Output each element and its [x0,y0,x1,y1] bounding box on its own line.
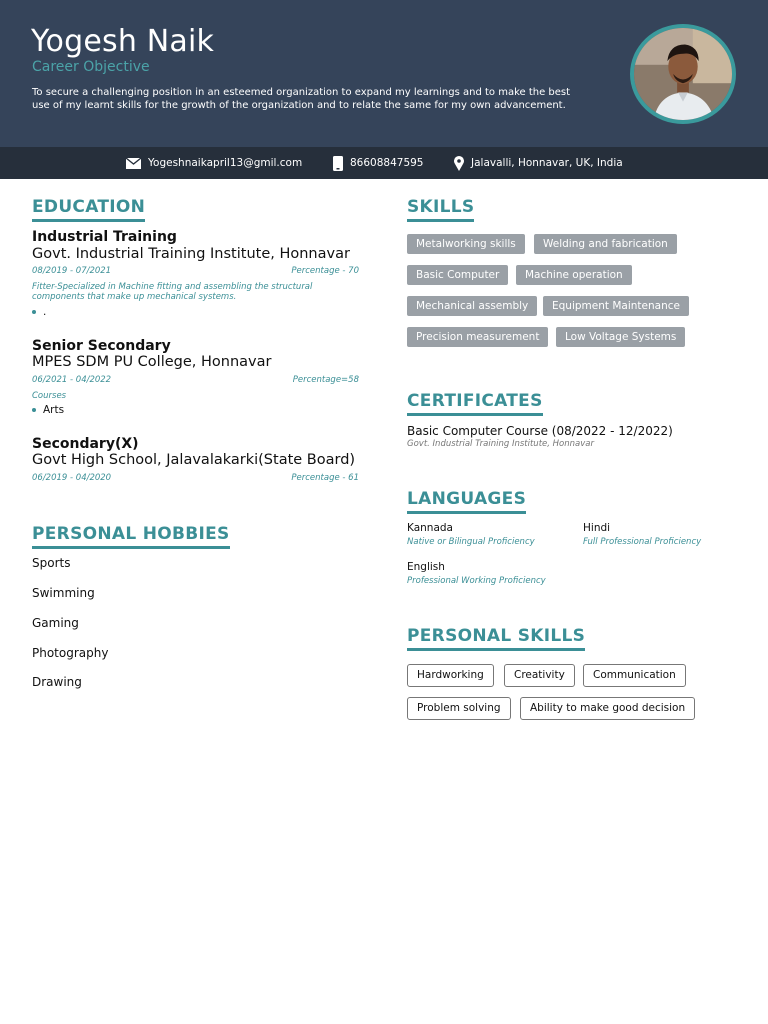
personal-skill-tag: Problem solving [407,697,511,720]
candidate-name: Yogesh Naik [31,24,215,59]
profile-photo [630,24,736,124]
education-dates: 06/2019 - 04/2020 [32,473,112,483]
hobby-item: Gaming [32,616,79,630]
education-title: Secondary(X) [32,436,139,452]
education-score: Percentage - 61 [291,473,359,483]
phone-contact[interactable] [333,147,424,179]
hobby-item: Photography [32,646,109,660]
contact-bar [0,147,768,179]
hobbies-heading: PERSONAL HOBBIES [32,524,230,549]
education-school: Govt High School, Jalavalakarki(State Board) [32,452,356,468]
location-text: Jalavalli, Honnavar, UK, India [471,157,623,169]
career-objective-title: Career Objective [32,59,150,75]
skill-tag: Machine operation [516,265,632,285]
education-score: Percentage=58 [292,375,359,385]
skill-tag: Low Voltage Systems [556,327,685,347]
bullet-dot [32,310,36,314]
language-level: Professional Working Proficiency [407,576,546,586]
email-contact[interactable] [126,147,302,179]
skill-tag: Welding and fabrication [534,234,677,254]
education-school: Govt. Industrial Training Institute, Honnavar [32,246,350,262]
skill-tag: Equipment Maintenance [543,296,689,316]
skill-tag: Basic Computer [407,265,508,285]
language-name: Hindi [583,522,611,534]
languages-heading: LANGUAGES [407,489,526,514]
skill-tag: Mechanical assembly [407,296,537,316]
personal-skill-tag: Creativity [504,664,575,687]
education-school: MPES SDM PU College, Honnavar [32,354,272,370]
skill-tag: Metalworking skills [407,234,525,254]
certificates-heading: CERTIFICATES [407,391,543,416]
language-level: Native or Bilingual Proficiency [407,537,535,547]
certificate-title: Basic Computer Course (08/2022 - 12/2022) [407,424,673,438]
hobby-item: Drawing [32,675,82,689]
resume-header [0,0,768,147]
education-title: Senior Secondary [32,338,171,354]
hobby-item: Sports [32,556,71,570]
personal-skill-tag: Ability to make good decision [520,697,695,720]
location-contact [454,147,623,179]
education-bullet [32,306,46,318]
education-description: Fitter-Specialized in Machine fitting and assembling the structural components that make up mechanical systems. [32,282,313,302]
personal-skill-tag: Communication [583,664,686,687]
education-heading: EDUCATION [32,197,145,222]
envelope-icon [126,158,141,169]
education-title: Industrial Training [32,229,177,245]
language-name: English [407,561,445,573]
personal-skill-tag: Hardworking [407,664,494,687]
bullet-dot [32,408,36,412]
education-score: Percentage - 70 [291,266,359,276]
map-pin-icon [454,156,464,171]
career-objective-text: To secure a challenging position in an esteemed organization to expand my learnings and to make the best use of my learnt skills for the growth of the organization and to relate the same for my own advancement. [32,87,571,111]
education-bullet [32,404,64,416]
skill-tag: Precision measurement [407,327,548,347]
personal-skills-heading: PERSONAL SKILLS [407,626,585,651]
education-bullet-text: Arts [43,404,65,416]
phone-icon [333,156,343,171]
education-bullet-text: . [43,306,47,318]
email-text: Yogeshnaikapril13@gmil.com [148,157,303,169]
hobby-item: Swimming [32,586,95,600]
education-description: Courses [32,391,67,401]
language-name: Kannada [407,522,453,534]
education-dates: 06/2021 - 04/2022 [32,375,112,385]
phone-text: 86608847595 [350,157,424,169]
language-level: Full Professional Proficiency [583,537,702,547]
skills-heading: SKILLS [407,197,474,222]
education-dates: 08/2019 - 07/2021 [32,266,112,276]
certificate-issuer: Govt. Industrial Training Institute, Honnavar [407,439,594,449]
